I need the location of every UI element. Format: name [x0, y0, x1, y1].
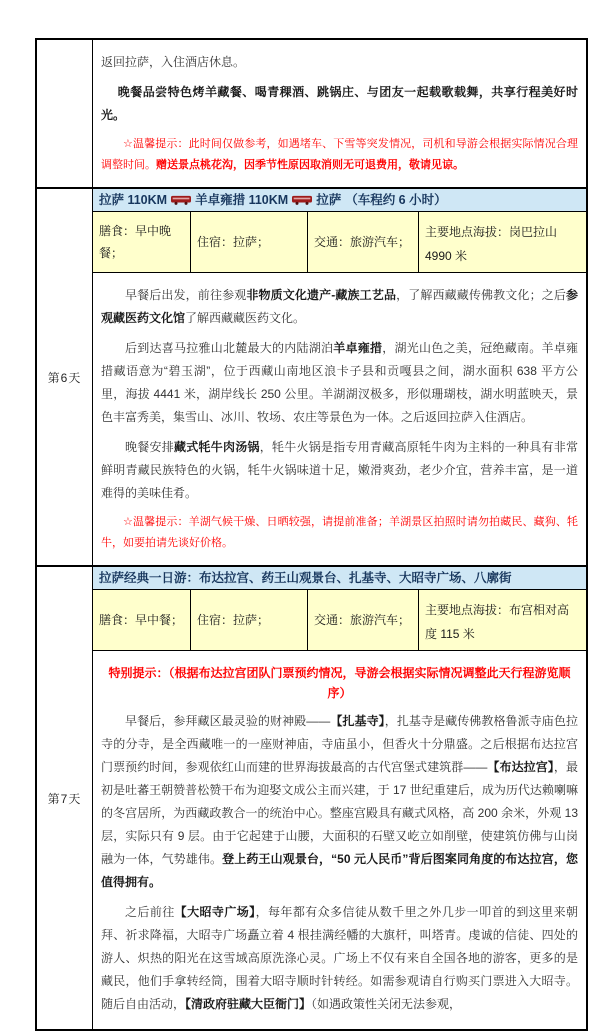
paragraph — [101, 436, 578, 505]
special-notice: 特别提示：（根据布达拉宫团队门票预约情况，导游会根据实际情况调整此天行程游览顺序） — [108, 666, 571, 700]
table-row-continuation — [37, 40, 586, 187]
day6-info-row — [93, 212, 586, 273]
paragraph-text: ，湖光山色之美，冠绝藏南。羊卓雍措藏语意为“碧玉湖”，位于西藏山南地区浪卡子县和贡嘎县之间，湖水面积 638 平方公里，海拔 4441 米，湖岸线长 250 公里。羊湖湖汊极多，形似珊瑚枝，湖水明蓝映天，景色丰富秀美，集雪山、冰川、牧场、农庄等景色为一体。之后返回拉萨入住酒店。 — [101, 341, 578, 424]
day7-route-header — [93, 567, 586, 590]
day-label-text: 第7天 — [47, 791, 82, 806]
bold-text: 参观藏医药文化馆 — [101, 288, 578, 325]
info-meals: 膳食：早中餐； — [93, 590, 191, 650]
paragraph-text: 返回拉萨，入住酒店休息。 — [101, 55, 246, 69]
paragraph-text: ，最初是吐蕃王朝赞普松赞干布为迎娶文成公主而兴建，于 17 世纪重建后，成为历代达赖喇嘛的冬宫居所，为西藏政教合一的统治中心。整座宫殿具有藏式风格，高 200 余米，外观 13 层，实际只有 9 层。由于它起建于山腰，大面积的石壁又屹立如削壁，使建筑仿佛与山岗融为一体，气势雄伟。 — [101, 760, 578, 866]
paragraph-text: ，每年都有众多信徒从数千里之外几步一叩首的到这里来朝拜、祈求降福，大昭寺广场矗立着 4 根挂满经幡的大旗杆，叫塔青。虔诚的信徒、四处的游人、炽热的阳光在这雪域高原洗涤心灵。广场上不仅有来自全国各地的游客，更多的是藏民，他们手拿转经筒，围着大昭寺顺时针转经。如需参观请自行购买门票进入大昭寺。随后自由活动， — [101, 905, 578, 1011]
route-segment: 拉萨 110KM — [99, 193, 168, 207]
paragraph — [101, 51, 578, 74]
day7-label — [37, 567, 93, 1029]
info-transport: 交通：旅游汽车； — [308, 590, 419, 650]
paragraph-text: ，牦牛火锅是指专用青藏高原牦牛肉为主料的一种具有非常鲜明青藏民族特色的火锅，牦牛火锅味道十足，嫩滑爽劲，老少介宜，营养丰富，是一道难得的美味佳肴。 — [101, 440, 578, 500]
day6-body — [93, 273, 586, 565]
day-cell-empty — [37, 40, 93, 187]
route-title: 拉萨经典一日游：布达拉宫、药王山观景台、扎基寺、大昭寺广场、八廓街 — [99, 571, 512, 585]
paragraph-text: 早餐后，参拜藏区最灵验的财神殿—— — [125, 714, 331, 728]
bold-text: 晚餐品尝特色烤羊藏餐、喝青稞酒、跳锅庄、与团友一起载歌载舞，共享行程美好时光。 — [101, 85, 578, 122]
info-stay: 住宿：拉萨； — [191, 590, 308, 650]
paragraph-text: ，扎基寺是藏传佛教格鲁派寺庙色拉寺的分寺，是全西藏唯一的一座财神庙，寺庙虽小，但香火十分鼎盛。之后根据布达拉宫门票预约时间，参观依红山而建的世界海拔最高的古代宫堡式建筑群—— — [101, 714, 578, 774]
route-segment: 拉萨 — [316, 193, 342, 207]
route-segment: 羊卓雍措 110KM — [195, 193, 289, 207]
paragraph-dinner-highlight — [101, 81, 578, 127]
bold-text: 登上药王山观景台，“50 元人民币”背后图案同角度的布达拉宫，您值得拥有。 — [101, 852, 578, 889]
paragraph-text: （如遇政策性关闭无法参观， — [311, 997, 462, 1011]
bold-text: 【清政府驻藏大臣衙门】 — [185, 997, 312, 1011]
tip-text: ☆温馨提示：此时间仅做参考，如遇堵车、下雪等突发情况，司机和导游会根据实际情况合理调整时间。 — [101, 138, 578, 171]
day6-content — [93, 189, 586, 565]
paragraph-text: 晚餐安排 — [125, 440, 174, 454]
paragraph-text: ，了解西藏藏传佛教文化；之后 — [396, 288, 566, 302]
paragraph — [101, 901, 578, 1016]
bold-text: 【大昭寺广场】 — [174, 905, 256, 919]
paragraph — [101, 337, 578, 429]
tip-note — [101, 512, 578, 554]
route-duration: （车程约 6 小时） — [345, 193, 447, 207]
info-meals: 膳食：早中晚餐； — [93, 212, 191, 272]
continuation-content — [93, 40, 586, 187]
itinerary-table — [35, 38, 588, 1031]
bus-icon — [292, 195, 312, 205]
tip-note — [101, 134, 578, 176]
info-stay: 住宿：拉萨； — [191, 212, 308, 272]
paragraph-text: 了解西藏藏医药文化。 — [185, 311, 306, 325]
paragraph-text: 后到达喜马拉雅山北麓最大的内陆湖泊 — [125, 341, 334, 355]
bus-icon — [171, 195, 191, 205]
day-label-text: 第6天 — [47, 370, 82, 385]
tip-bold-text: 赠送景点桃花沟，因季节性原因取消则无可退费用，敬请见谅。 — [156, 159, 464, 171]
bold-text: 【扎基寺】 — [330, 714, 385, 728]
tip-text: ☆温馨提示：羊湖气候干燥、日晒较强，请提前准备；羊湖景区拍照时请勿拍藏民、藏狗、牦牛，如要拍请先谈好价格。 — [101, 516, 578, 549]
bold-text: 非物质文化遗产-藏族工艺品 — [246, 288, 397, 302]
bold-text: 藏式牦牛肉汤锅 — [174, 440, 260, 454]
bold-text: 【布达拉宫】 — [487, 760, 554, 774]
day6-route-header — [93, 189, 586, 212]
day7-info-row — [93, 590, 586, 651]
table-row-day6 — [37, 187, 586, 565]
info-transport: 交通：旅游汽车； — [308, 212, 419, 272]
bold-text: 羊卓雍措 — [333, 341, 383, 355]
day7-body — [93, 651, 586, 1029]
table-row-day7 — [37, 565, 586, 1029]
day6-label — [37, 189, 93, 565]
day7-content — [93, 567, 586, 1029]
paragraph — [101, 284, 578, 330]
paragraph-text: 之后前往 — [125, 905, 175, 919]
paragraph-text: 早餐后出发，前往参观 — [125, 288, 247, 302]
info-altitude: 主要地点海拔：布宫相对高度 115 米 — [425, 603, 570, 641]
info-altitude: 主要地点海拔：岗巴拉山 4990 米 — [425, 225, 558, 263]
paragraph — [101, 710, 578, 894]
